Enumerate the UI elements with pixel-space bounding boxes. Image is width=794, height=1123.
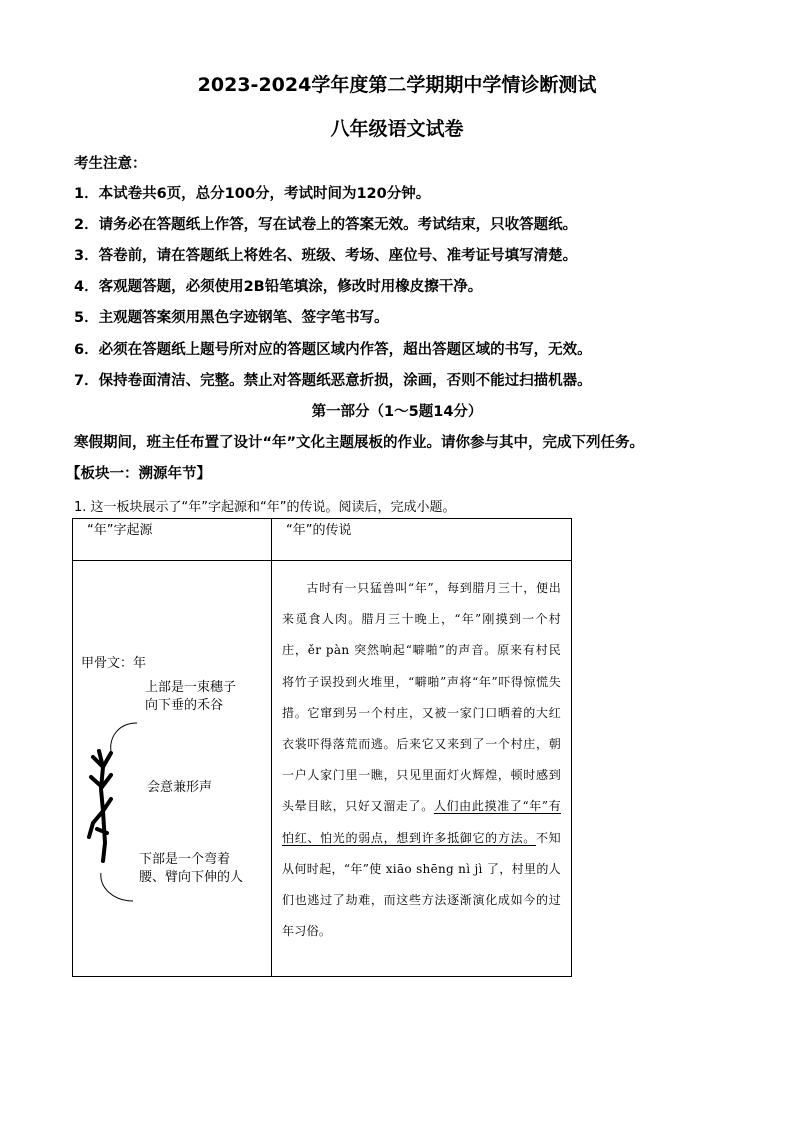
exam-title: 2023-2024学年度第二学期期中学情诊断测试 bbox=[197, 74, 597, 96]
bottom-pointer-line bbox=[101, 873, 133, 901]
mid-note: 会意兼形声 bbox=[147, 780, 213, 795]
story-underlined: 人们由此摸准了“年”有怕红、怕光的弱点，想到许多抵御它的方法。 bbox=[282, 799, 561, 845]
top-pointer-line bbox=[111, 723, 137, 751]
notice-item-1: 1．本试卷共6页，总分100分，考试时间为120分钟。 bbox=[74, 186, 431, 202]
story-part-2: 不知从何时起，“年”使 xiāo shēng nì jì 了，村里的人们也逃过了劫难，而这些方法逐渐演化成如今的过年习俗。 bbox=[282, 830, 561, 939]
notice-heading: 考生注意： bbox=[74, 156, 147, 172]
origin-diagram bbox=[73, 561, 271, 976]
story-part-1: 古时有一只猛兽叫“年”，每到腊月三十，便出来觅食人肉。腊月三十晚上，“年”刚摸到一个村庄，ěr pàn 突然响起“噼啪”的声音。原来有村民将竹子误投到火堆里，“噼啪”声将“年”吓得惊慌失措。它窜到另一个村庄，又被一家门口晒着的大红衣裳吓得落荒而逃。后来它又来到了一个村庄，朝一户人家门里一瞧，只见里面灯火辉煌，顿时感到头晕目眩，只好又溜走了。 bbox=[282, 581, 561, 814]
oracle-label: 甲骨文：年 bbox=[81, 656, 147, 671]
top-note-line-1: 上部是一束穗子 bbox=[145, 680, 237, 695]
notice-item-3: 3．答卷前，请在答题纸上将姓名、班级、考场、座位号、准考证号填写清楚。 bbox=[74, 248, 578, 264]
oracle-bone-nian-glyph bbox=[73, 561, 270, 976]
notice-item-6: 6．必须在答题纸上题号所对应的答题区域内作答，超出答题区域的书写，无效。 bbox=[74, 342, 592, 358]
notice-item-5: 5．主观题答案须用黑色字迹钢笔、签字笔书写。 bbox=[74, 310, 389, 326]
notice-item-4: 4．客观题答题，必须使用2B铅笔填涂，修改时用橡皮擦干净。 bbox=[74, 279, 483, 295]
nian-glyph-strokes bbox=[89, 751, 111, 861]
part1-heading: 第一部分（1～5题14分） bbox=[311, 404, 483, 420]
notice-item-2: 2．请务必在答题纸上作答，写在试卷上的答案无效。考试结束，只收答题纸。 bbox=[74, 217, 578, 233]
top-note-line-2: 向下垂的禾谷 bbox=[145, 698, 224, 713]
table-header-row bbox=[73, 519, 572, 561]
notice-item-7: 7．保持卷面清洁、完整。禁止对答题纸恶意折损，涂画，否则不能过扫描机器。 bbox=[74, 373, 592, 389]
origin-cell bbox=[73, 561, 272, 977]
legend-cell bbox=[272, 561, 572, 977]
top-note bbox=[145, 679, 236, 715]
header-origin: “年”字起源 bbox=[73, 519, 272, 561]
table-body-row bbox=[73, 561, 572, 977]
bottom-note-line-1: 下部是一个弯着 bbox=[139, 852, 231, 867]
bottom-note bbox=[139, 851, 243, 887]
nian-table bbox=[72, 518, 572, 977]
legend-story bbox=[272, 561, 571, 947]
bottom-note-line-2: 腰、臂向下伸的人 bbox=[139, 870, 244, 885]
part1-intro: 寒假期间，班主任布置了设计“年”文化主题展板的作业。请你参与其中，完成下列任务。 bbox=[74, 435, 645, 451]
question-1: 1. 这一板块展示了“年”字起源和“年”的传说。阅读后，完成小题。 bbox=[74, 500, 456, 515]
exam-subtitle: 八年级语文试卷 bbox=[330, 118, 464, 140]
header-legend: “年”的传说 bbox=[272, 519, 572, 561]
block1-heading: 【板块一：溯源年节】 bbox=[66, 466, 211, 482]
